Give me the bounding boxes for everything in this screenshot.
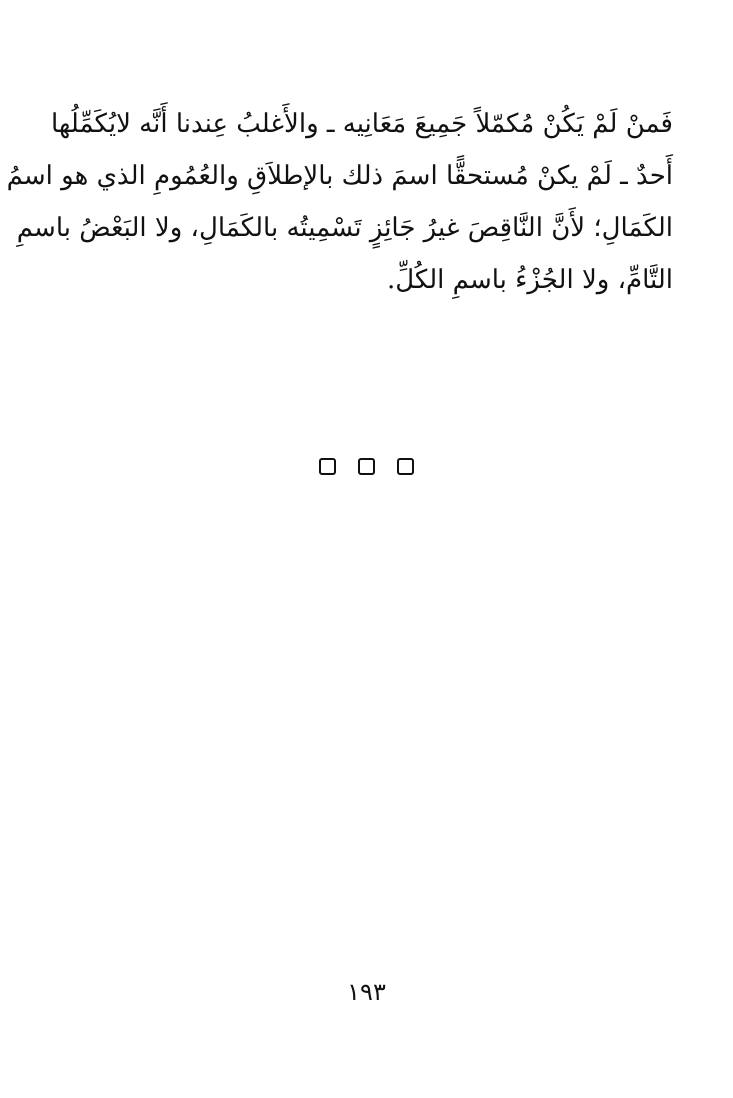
- text-line: فَمنْ لَمْ يَكُنْ مُكمّلاً جَمِيعَ مَعَانِيه ـ والأَغلبُ عِندنا أَنَّه لايُكَمِّلُها: [50, 109, 673, 139]
- section-separator: [0, 458, 733, 475]
- text-line-last: التَّامِّ، ولا الجُزْءُ باسمِ الكُلِّ.: [386, 265, 673, 295]
- text-line: الكَمَالِ؛ لأَنَّ النَّاقِصَ غيرُ جَائِزٍ تَسْمِيتُه بالكَمَالِ، ولا البَعْضُ باسمِ: [16, 213, 673, 243]
- body-paragraph: [6, 98, 673, 306]
- text-line: أَحدٌ ـ لَمْ يكنْ مُستحقًّا اسمَ ذلك بالإطلاَقِ والعُمُومِ الذي هو اسمُ: [6, 161, 673, 191]
- page-number: ١٩٣: [347, 978, 386, 1006]
- separator-square-icon: [397, 458, 414, 475]
- separator-square-icon: [358, 458, 375, 475]
- separator-square-icon: [319, 458, 336, 475]
